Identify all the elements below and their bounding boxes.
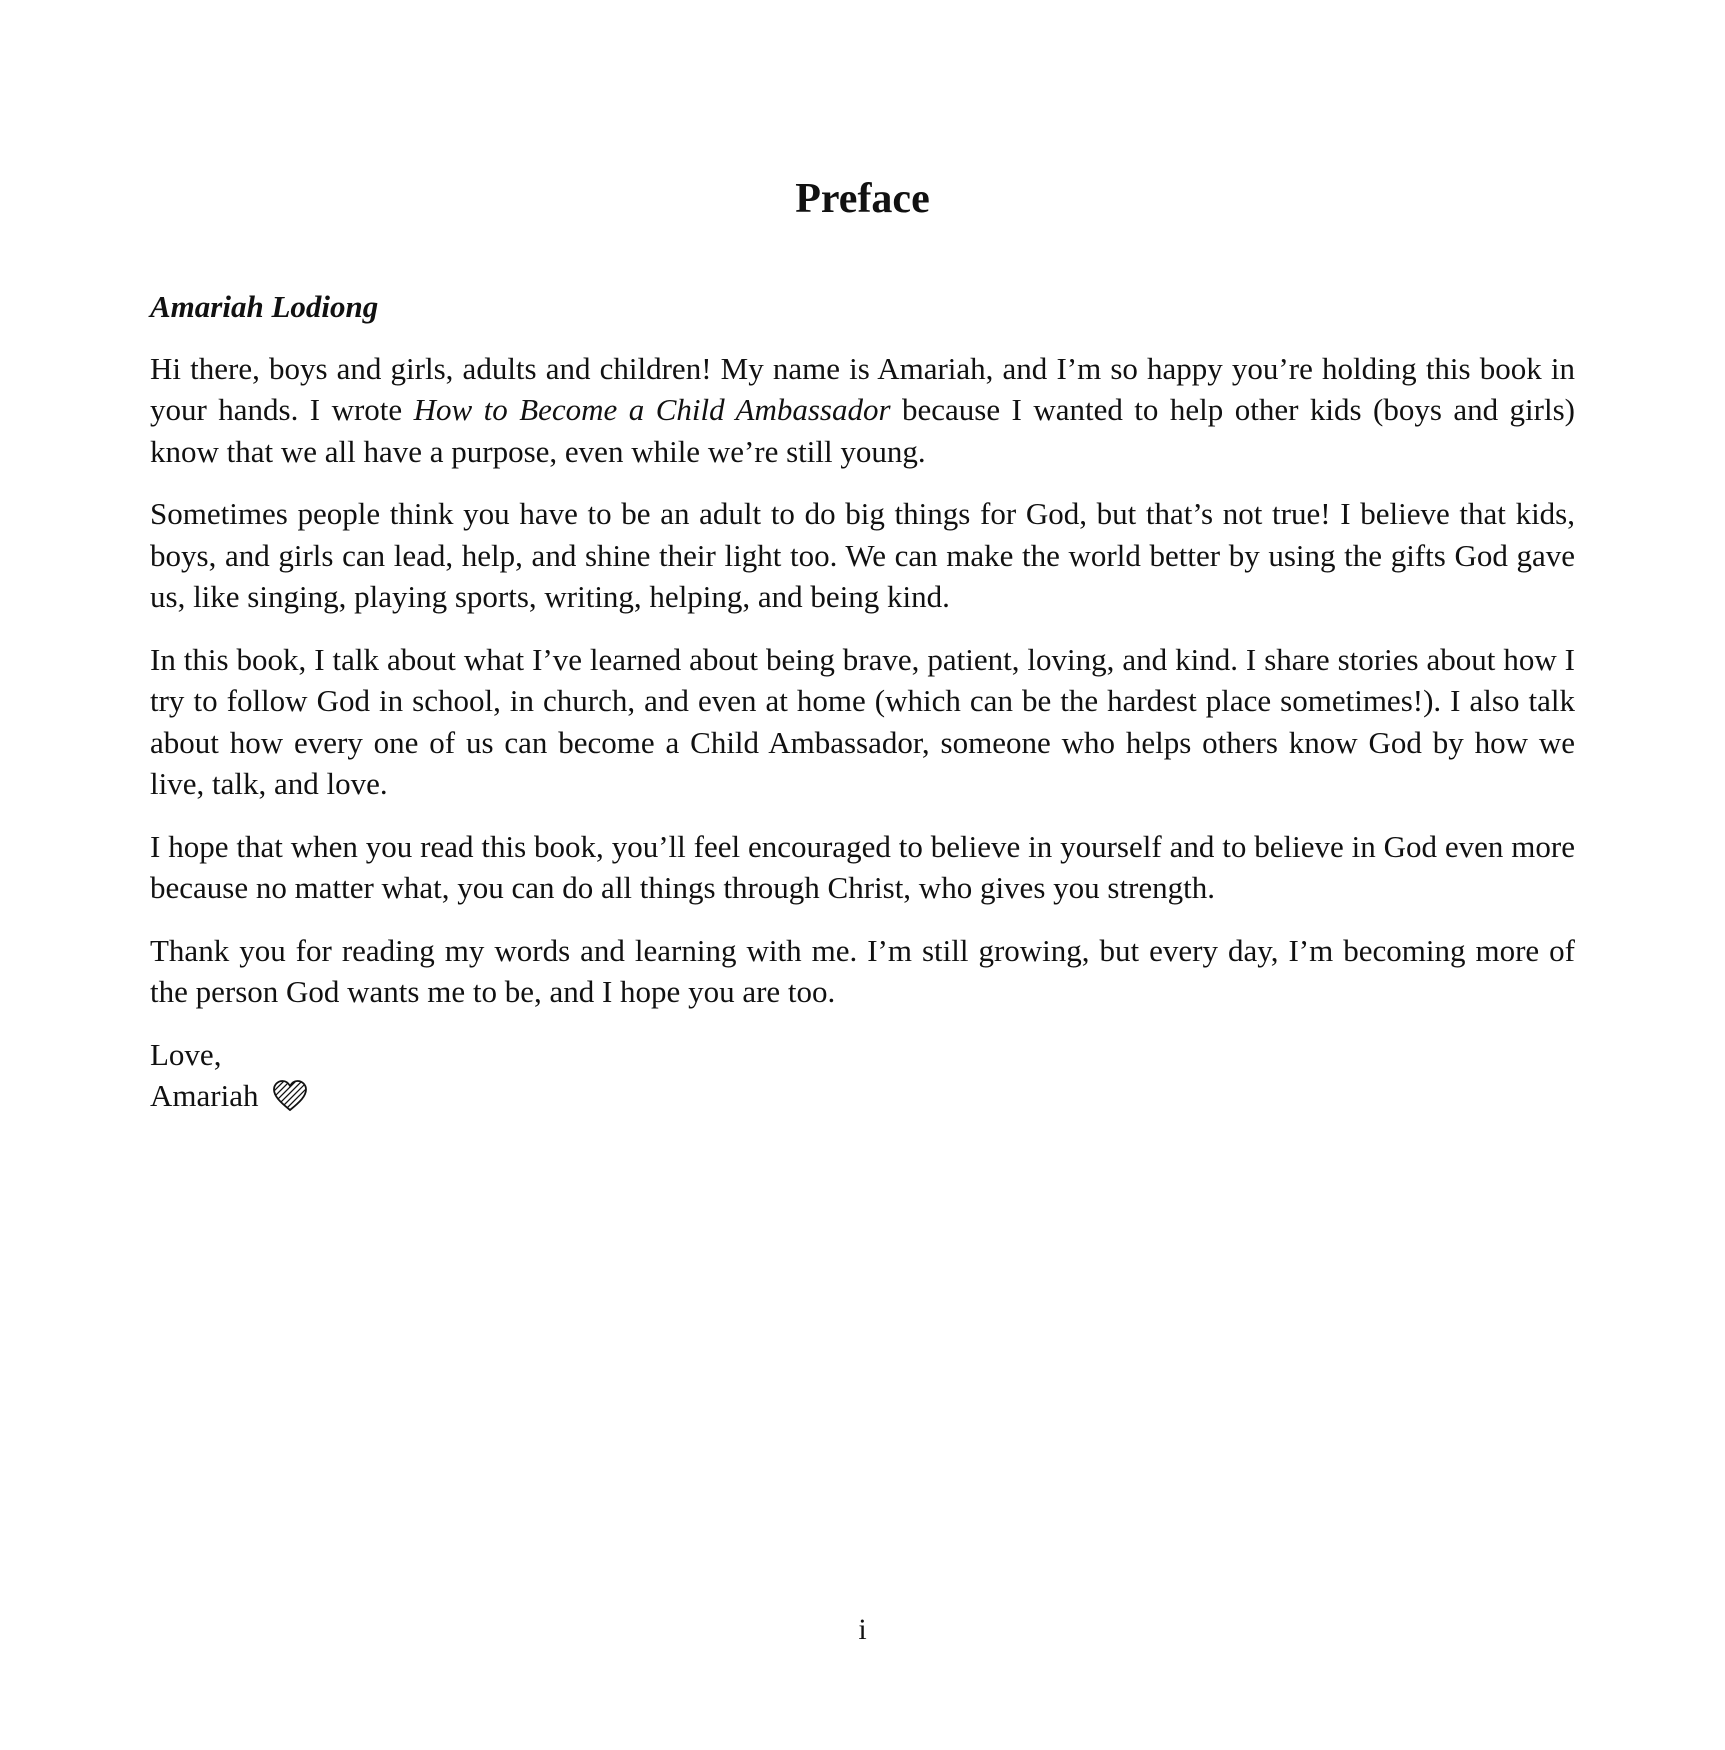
preface-body <box>150 286 1575 1117</box>
signature-line <box>150 1075 1575 1117</box>
author-name: Amariah Lodiong <box>150 289 379 324</box>
heart-icon <box>272 1079 308 1113</box>
paragraph-5: Thank you for reading my words and learning with me. I’m still growing, but every day, I’m becoming more of the person God wants me to be, and I hope you are too. <box>150 932 1575 1009</box>
signature-name: Amariah <box>150 1078 259 1113</box>
book-title: How to Become a Child Ambassador <box>413 392 891 427</box>
closing-salutation: Love, <box>150 1036 222 1072</box>
paragraph-3: In this book, I talk about what I’ve learned about being brave, patient, loving, and kind. I share stories about how I try to follow God in school, in church, and even at home (which can be the hardest place sometimes!). I also talk about how every one of us can become a Child Ambassador, someone who helps others know God by how we live, talk, and love. <box>150 641 1575 801</box>
paragraph-4: I hope that when you read this book, you’ll feel encouraged to believe in yourself and to believe in God even more because no matter what, you can do all things through Christ, who gives you strength. <box>150 828 1575 905</box>
paragraph-1 <box>150 348 1575 473</box>
paragraph-1-text-start: Hi there, boys and girls, adults and children! My name is Amariah, and I’m so happy you’re holding this book in your hands. I wrote <box>150 350 1575 427</box>
paragraph-1-text-end: because I wanted to help other kids (boys and girls) know that we all have a purpose, even while we’re still young. <box>150 392 1575 469</box>
page-number: i <box>858 1613 867 1646</box>
page-title: Preface <box>795 176 930 222</box>
paragraph-2: Sometimes people think you have to be an adult to do big things for God, but that’s not true! I believe that kids, boys, and girls can lead, help, and shine their light too. We can make the world better by using the gifts God gave us, like singing, playing sports, writing, helping, and being kind. <box>150 496 1575 614</box>
